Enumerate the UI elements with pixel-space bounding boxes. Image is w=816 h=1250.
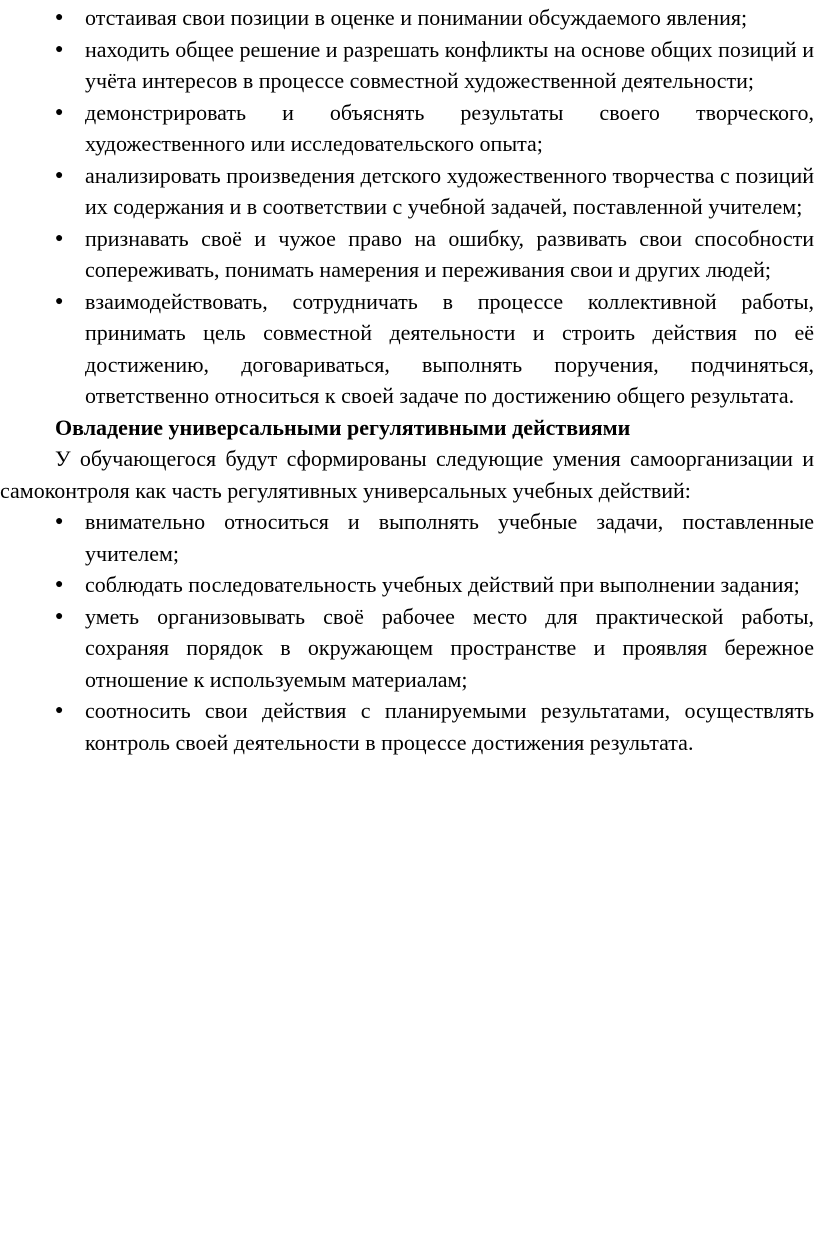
list-item-text: отстаивая свои позиции в оценке и понимании обсуждаемого явления; <box>85 5 748 30</box>
list-item-text: внимательно относиться и выполнять учебные задачи, поставленные учителем; <box>85 509 814 566</box>
section-heading: Овладение универсальными регулятивными действиями <box>55 414 631 440</box>
communicative-skills-list <box>0 2 816 412</box>
list-item <box>0 695 816 758</box>
intro-paragraph: У обучающегося будут сформированы следующие умения самоорганизации и самоконтроля как часть регулятивных универсальных учебных действий: <box>0 446 814 503</box>
list-item-text: демонстрировать и объяснять результаты своего творческого, художественного или исследовательского опыта; <box>85 99 814 156</box>
bullet-icon: ● <box>55 293 64 309</box>
bullet-icon: ● <box>55 514 64 529</box>
list-item <box>0 160 816 223</box>
bullet-icon: ● <box>55 230 64 246</box>
bullet-icon: ● <box>55 608 64 624</box>
list-item <box>0 569 816 601</box>
bullet-icon: ● <box>55 41 64 57</box>
list-item <box>0 601 816 696</box>
bullet-icon: ● <box>55 703 64 718</box>
list-item-text: уметь организовывать своё рабочее место для практической работы, сохраняя порядок в окружающем пространстве и проявляя бережное отношение к используемым материалам; <box>85 603 814 692</box>
list-item-text: находить общее решение и разрешать конфликты на основе общих позиций и учёта интересов в процессе совместной художественной деятельности; <box>85 36 814 93</box>
list-item <box>0 97 816 160</box>
list-item <box>0 286 816 412</box>
bullet-icon: ● <box>55 577 64 592</box>
list-item-text: анализировать произведения детского художественного творчества с позиций их содержания и в соответствии с учебной задачей, поставленной учителем; <box>85 162 814 219</box>
bullet-icon: ● <box>55 10 64 25</box>
list-item <box>0 34 816 97</box>
list-item-text: признавать своё и чужое право на ошибку, развивать свои способности сопереживать, понимать намерения и переживания свои и других людей; <box>85 225 814 282</box>
list-item-text: соотносить свои действия с планируемыми результатами, осуществлять контроль своей деятельности в процессе достижения результата. <box>85 698 814 755</box>
list-item <box>0 223 816 286</box>
list-item-text: взаимодействовать, сотрудничать в процессе коллективной работы, принимать цель совместной деятельности и строить действия по её достижению, договариваться, выполнять поручения, подчиняться, ответственно относиться к своей задаче по достижению общего результата. <box>85 288 814 408</box>
list-item-text: соблюдать последовательность учебных действий при выполнении задания; <box>85 572 800 597</box>
list-item <box>0 2 816 34</box>
bullet-icon: ● <box>55 104 64 120</box>
regulatory-skills-list <box>0 506 816 758</box>
list-item <box>0 506 816 569</box>
bullet-icon: ● <box>55 167 64 183</box>
